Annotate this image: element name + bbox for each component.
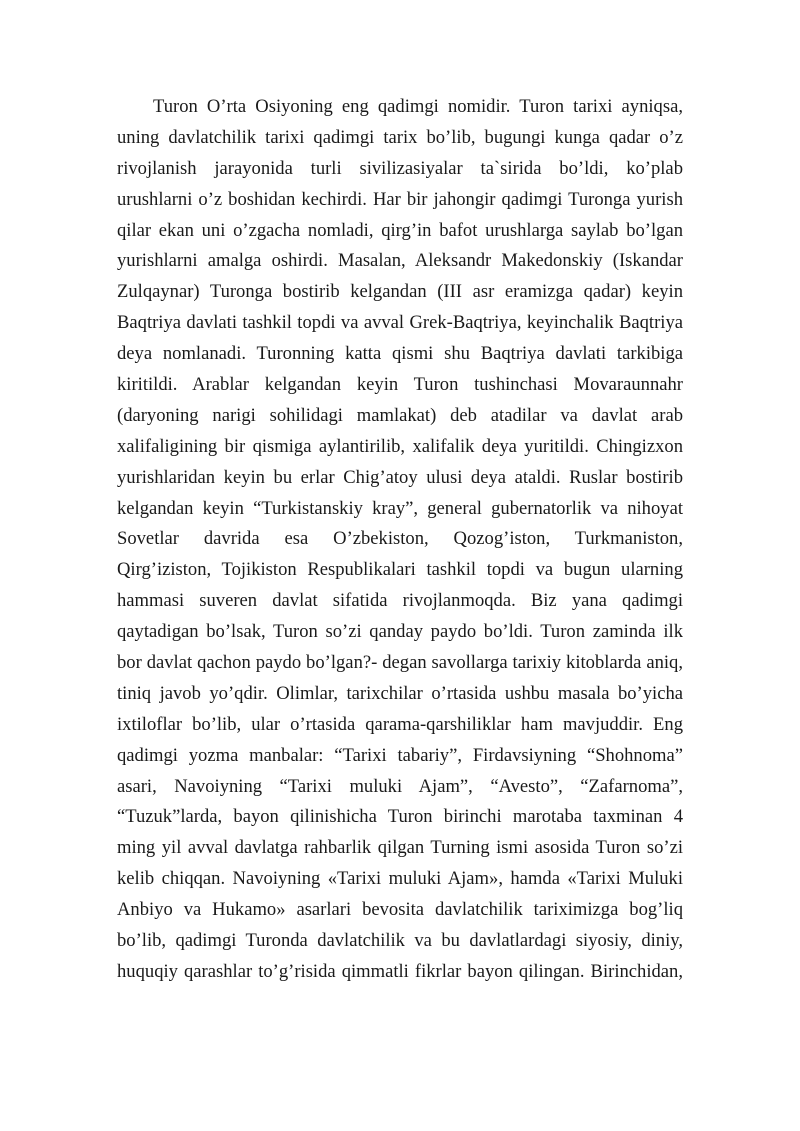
text-line: Qirg’iziston, Tojikiston Respublikalari tashkil topdi va bugun ularning [117, 559, 683, 581]
text-line: asari, Navoiyning “Tarixi muluki Ajam”, “Avesto”, “Zafarnoma”, [117, 775, 683, 797]
text-line: bor davlat qachon paydo bo’lgan?- degan savollarga tarixiy kitoblarda aniq, [117, 652, 683, 674]
text-line: Baqtriya davlati tashkil topdi va avval Grek-Baqtriya, keyinchalik Baqtriya [117, 312, 683, 334]
text-line: kelib chiqqan. Navoiyning «Tarixi muluki Ajam», hamda «Tarixi Muluki [117, 868, 683, 890]
text-line: qadimgi yozma manbalar: “Tarixi tabariy”, Firdavsiyning “Shohnoma” [117, 744, 683, 766]
text-line: deya nomlanadi. Turonning katta qismi shu Baqtriya davlati tarkibiga [117, 343, 683, 365]
text-line: kiritildi. Arablar kelgandan keyin Turon tushinchasi Movaraunnahr [117, 374, 683, 396]
text-line: qaytadigan bo’lsak, Turon so’zi qanday paydo bo’ldi. Turon zaminda ilk [117, 621, 683, 643]
text-line: “Tuzuk”larda, bayon qilinishicha Turon birinchi marotaba taxminan 4 [117, 806, 683, 828]
text-line: bo’lib, qadimgi Turonda davlatchilik va bu davlatlardagi siyosiy, diniy, [117, 930, 683, 952]
text-line: Zulqaynar) Turonga bostirib kelgandan (III asr eramizga qadar) keyin [117, 281, 683, 303]
text-line: Turon O’rta Osiyoning eng qadimgi nomidir. Turon tarixi ayniqsa, [153, 96, 683, 117]
text-line: Sovetlar davrida esa O’zbekiston, Qozog’iston, Turkmaniston, [117, 528, 683, 550]
text-line: huquqiy qarashlar to’g’risida qimmatli fikrlar bayon qilingan. Birinchidan, [117, 960, 683, 982]
text-line: kelgandan keyin “Turkistanskiy kray”, general gubernatorlik va nihoyat [117, 497, 683, 519]
text-line: yurishlaridan keyin bu erlar Chig’atoy ulusi deya ataldi. Ruslar bostirib [117, 466, 683, 488]
text-line: xalifaligining bir qismiga aylantirilib, xalifalik deya yuritildi. Chingizxon [117, 435, 683, 457]
body-paragraph [117, 92, 683, 988]
text-line: Anbiyo va Hukamo» asarlari bevosita davlatchilik tariximizga bog’liq [117, 899, 683, 921]
text-line: tiniq javob yo’qdir. Olimlar, tarixchilar o’rtasida ushbu masala bo’yicha [117, 682, 683, 704]
text-line: ixtiloflar bo’lib, ular o’rtasida qarama-qarshiliklar ham mavjuddir. Eng [117, 713, 683, 735]
text-line: yurishlarni amalga oshirdi. Masalan, Aleksandr Makedonskiy (Iskandar [117, 250, 683, 272]
text-line: ming yil avval davlatga rahbarlik qilgan Turning ismi asosida Turon so’zi [117, 837, 683, 859]
text-line: rivojlanish jarayonida turli sivilizasiyalar ta`sirida bo’ldi, ko’plab [117, 157, 683, 179]
text-line: hammasi suveren davlat sifatida rivojlanmoqda. Biz yana qadimgi [117, 590, 683, 612]
text-line: urushlarni o’z boshidan kechirdi. Har bir jahongir qadimgi Turonga yurish [117, 188, 683, 210]
text-line: qilar ekan uni o’zgacha nomladi, qirg’in bafot urushlarga saylab bo’lgan [117, 219, 683, 241]
text-line: (daryoning narigi sohilidagi mamlakat) deb atadilar va davlat arab [117, 404, 683, 426]
text-line: uning davlatchilik tarixi qadimgi tarix bo’lib, bugungi kunga qadar o’z [117, 126, 683, 148]
